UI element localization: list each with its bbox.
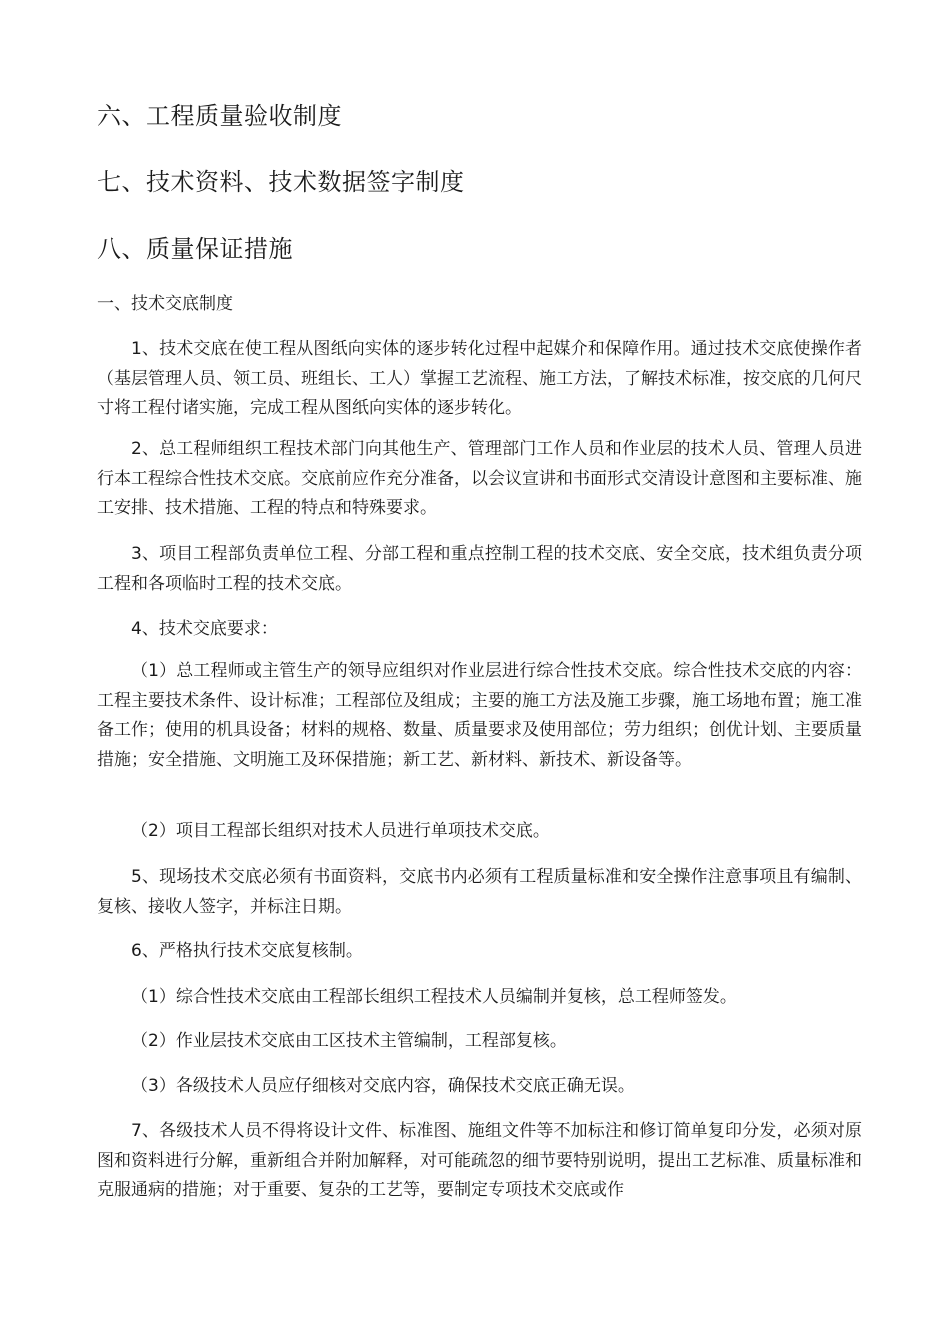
paragraph-6-3: （3）各级技术人员应仔细核对交底内容，确保技术交底正确无误。 [131, 1076, 635, 1096]
paragraph-6-2: （2）作业层技术交底由工区技术主管编制，工程部复核。 [131, 1031, 567, 1051]
paragraph-7: 7、各级技术人员不得将设计文件、标准图、施组文件等不加标注和修订简单复印分发，必须对原图和资料进行分解，重新组合并附加解释，对可能疏忽的细节要特别说明，提出工艺标准、质量标准和克服通病的措施；对于重要、复杂的工艺等，要制定专项技术交底或作 [97, 1121, 862, 1200]
section-title: 一、技术交底制度 [97, 294, 233, 314]
paragraph-6: 6、严格执行技术交底复核制。 [131, 941, 363, 961]
paragraph-3: 3、项目工程部负责单位工程、分部工程和重点控制工程的技术交底、安全交底，技术组负责分项工程和各项临时工程的技术交底。 [97, 544, 862, 594]
paragraph-4-2: （2）项目工程部长组织对技术人员进行单项技术交底。 [131, 821, 550, 841]
paragraph-4: 4、技术交底要求： [131, 619, 278, 639]
heading-quality-acceptance: 六、工程质量验收制度 [97, 102, 342, 130]
paragraph-4-1: （1）总工程师或主管生产的领导应组织对作业层进行综合性技术交底。综合性技术交底的内容：工程主要技术条件、设计标准；工程部位及组成；主要的施工方法及施工步骤，施工场地布置；施工准备工作；使用的机具设备；材料的规格、数量、质量要求及使用部位；劳力组织；创优计划、主要质量措施；安全措施、文明施工及环保措施；新工艺、新材料、新技术、新设备等。 [97, 661, 862, 770]
paragraph-6-1: （1）综合性技术交底由工程部长组织工程技术人员编制并复核，总工程师签发。 [131, 987, 737, 1007]
paragraph-2: 2、总工程师组织工程技术部门向其他生产、管理部门工作人员和作业层的技术人员、管理人员进行本工程综合性技术交底。交底前应作充分准备，以会议宣讲和书面形式交清设计意图和主要标准、施工安排、技术措施、工程的特点和特殊要求。 [97, 439, 862, 518]
heading-quality-assurance: 八、质量保证措施 [97, 235, 293, 263]
paragraph-5: 5、现场技术交底必须有书面资料，交底书内必须有工程质量标准和安全操作注意事项且有编制、复核、接收人签字，并标注日期。 [97, 867, 862, 917]
heading-signature-system: 七、技术资料、技术数据签字制度 [97, 168, 465, 196]
paragraph-1: 1、技术交底在使工程从图纸向实体的逐步转化过程中起媒介和保障作用。通过技术交底使操作者（基层管理人员、领工员、班组长、工人）掌握工艺流程、施工方法，了解技术标准，按交底的几何尺寸将工程付诸实施，完成工程从图纸向实体的逐步转化。 [97, 339, 862, 418]
